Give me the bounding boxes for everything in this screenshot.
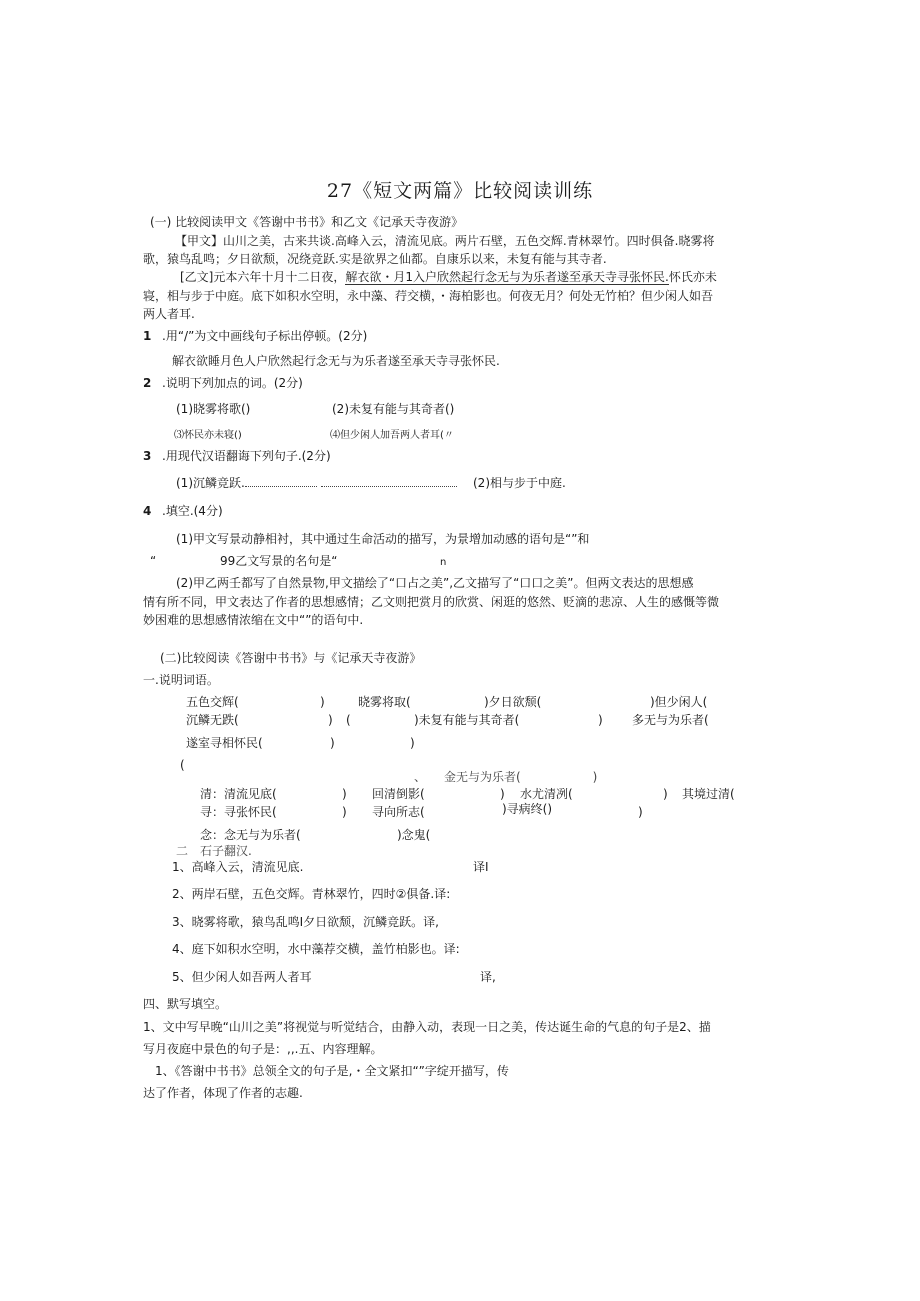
q4-prompt: .填空.(4分) (162, 504, 223, 518)
q2-item4: ⑷但少闲人加吾两人者耳(〃 (330, 430, 454, 441)
translate-3: 3、晓雾将歌，猿鸟乱鸣I夕日欲颓，沉鳞竞跃。译, (172, 915, 439, 929)
vocab-row2-c: ( (346, 713, 351, 727)
vocab-row2-f: 多无与为乐者( (632, 713, 709, 727)
qing-a: 清：清流见底( (200, 787, 277, 801)
q2-item1: (1)晓雾将歌() (176, 402, 251, 416)
qing-d: ) (500, 787, 505, 801)
overlapped-text-fragment: 、 金无与为乐者( ) (186, 770, 598, 784)
part4-heading: 四、默写填空。 (143, 997, 228, 1011)
translate-1-label: 译I (473, 860, 489, 874)
part1-heading: (一) 比较阅读甲文《答谢中书书》和乙文《记承天寺夜游》 (150, 215, 464, 229)
jia-text-line2: 歌，猿鸟乱鸣；夕日欲颓，况绕竞跃.实是欲界之仙都。自康乐以来，未复有能与其寺者. (143, 252, 607, 266)
q1-number: 1 (143, 329, 152, 343)
q4-line2-end: n (440, 557, 447, 568)
page-title: 27《短文两篇》比较阅读训练 (326, 180, 594, 202)
q4-number: 4 (143, 504, 152, 518)
vocab-row3-a: 遂室寻相怀民( (186, 736, 263, 750)
yi-underlined-sentence: 解衣欲・月1入户欣然起行念无与为乐者遂至承天寺寻张怀民. (345, 270, 669, 284)
q2-prompt: .说明下列加点的词。(2分) (162, 376, 303, 390)
vocab-row2-b: ) (328, 713, 333, 727)
part4-line4: 达了作者，体现了作者的志趣. (143, 1086, 303, 1100)
yi-text-start: [乙文]元本六年十月十二日夜， (180, 270, 346, 284)
q4-line4: 情有所不同，甲文表达了作者的思想感情；乙文则把赏月的欣赏、闲逛的悠然、贬滴的悲凉、人生的感慨等微 (143, 595, 720, 609)
q4-line2: 99乙文写景的名句是“ (220, 554, 338, 568)
q4-line5: 妙困难的思想感情浓缩在文中“”的语句中. (143, 613, 364, 627)
translate-4: 4、庭下如积水空明，水中藻荐交横，盖竹柏影也。译: (172, 942, 460, 956)
q1-prompt: .用“/”为文中画线句子标出停顿。(2分) (162, 329, 368, 343)
vocab-row1-d: )夕日欲颓( (484, 695, 542, 709)
q4-line3: (2)甲乙两壬都写了自然景物,甲文描绘了“口占之美”,乙文描写了“口口之美”。但两文表达的思想感 (176, 576, 694, 590)
q4-line1: (1)甲文写景动静相衬，其中通过生命活动的描写，为景增加动感的语句是“”和 (176, 532, 590, 546)
nian-b: )念鬼( (397, 828, 431, 842)
q3-prompt: .用现代汉语翻诲下列句子.(2分) (162, 449, 331, 463)
vocab-row1-c: 晓雾将取( (358, 695, 411, 709)
qing-c: 回清倒影( (372, 787, 425, 801)
vocab-row1-b: ) (320, 695, 325, 709)
xun-e: ) (638, 805, 643, 819)
answer-blank (321, 476, 457, 487)
q3-item1: (1)沉鳞竞跃. (176, 475, 457, 491)
qing-g: 其境过清( (682, 787, 735, 801)
xun-d: )寻病终() (502, 802, 553, 816)
vocab-row2-a: 沉鳞无跌( (186, 713, 239, 727)
q2-number: 2 (143, 376, 152, 390)
qing-b: ) (342, 787, 347, 801)
xun-b: ) (342, 805, 347, 819)
answer-blank (245, 476, 317, 487)
vocab-row2-d: )未复有能与其奇者( (414, 713, 520, 727)
overlapped-section-heading: 二 石子翻汉. (176, 844, 252, 858)
q3-number: 3 (143, 449, 152, 463)
q1-sentence: 解衣欲睡月色人户欣然起行念无与为乐者遂至承天寺寻张怀民. (172, 354, 500, 368)
yi-text-line1 (180, 269, 717, 285)
translate-1: 1、高峰入云，清流见底. (172, 860, 304, 874)
vocab-row1-a: 五色交辉( (186, 695, 239, 709)
vocab-row2-e: ) (598, 713, 603, 727)
part2-heading: (二)比较阅读《答谢中书书》与《记承天寺夜游》 (160, 651, 422, 665)
q3-item2: (2)相与步于中庭. (473, 476, 566, 490)
translate-2: 2、两岸石壁，五色交辉。青林翠竹，四时②俱备.译: (172, 887, 451, 901)
part4-line2: 写月夜庭中景色的句子是：,,.五、内容理解。 (143, 1042, 383, 1056)
xun-c: 寻向所志( (372, 805, 425, 819)
q4-line2-quote: “ (150, 554, 157, 568)
q2-item3: ⑶怀民亦未寝() (174, 430, 242, 441)
vocab-row1-e: )但少闲人( (650, 695, 708, 709)
nian-a: 念：念无与为乐者( (200, 828, 301, 842)
qing-f: ) (663, 787, 668, 801)
vocab-row4: ( (180, 758, 185, 772)
section1-heading: 一.说明词语。 (143, 673, 219, 687)
vocab-row3-b: ) (330, 736, 335, 750)
translate-5-label: 译, (480, 970, 496, 984)
yi-text-end: 怀氏亦未 (668, 270, 717, 284)
yi-text-line3: 两人者耳. (143, 307, 195, 321)
translate-5: 5、但少闲人如吾两人者耳 (172, 970, 312, 984)
q2-item2: (2)未复有能与其奇者() (332, 402, 455, 416)
vocab-row3-c: ) (410, 736, 415, 750)
xun-a: 寻：寻张怀民( (200, 805, 277, 819)
qing-e: 水尤清冽( (520, 787, 573, 801)
part4-line3: 1、《答谢中书书》总领全文的句子是,・全文紧扣“”字绽开描写，传 (155, 1064, 509, 1078)
part4-line1: 1、文中写早晚“山川之美”将视觉与听觉结合，由静入动，表现一日之美，传达诞生命的气息的句子是2、描 (143, 1020, 711, 1034)
jia-text-line1: 【甲文】山川之美，古来共谈.高峰入云，清流见底。两片石壁，五色交辉.青林翠竹。四时俱备.晓雾将 (175, 234, 715, 248)
yi-text-line2: 寝，相与步于中庭。底下如积水空明，永中藻、荇交横，・海柏影也。何夜无月？何处无竹柏？但少闲人如吾 (143, 289, 714, 303)
